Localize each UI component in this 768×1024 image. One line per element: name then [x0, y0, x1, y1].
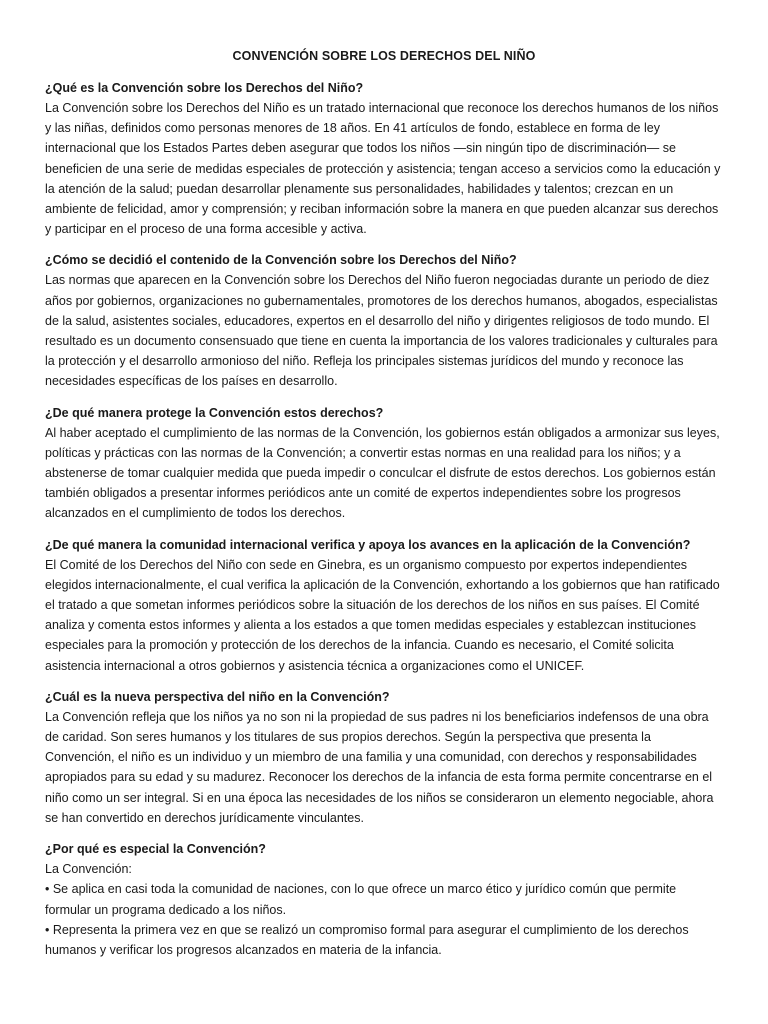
section-por-que-especial — [45, 839, 723, 960]
section-question: ¿Cómo se decidió el contenido de la Convención sobre los Derechos del Niño? — [45, 253, 517, 268]
section-como-protege — [45, 403, 723, 524]
section-que-es — [45, 78, 723, 239]
section-como-se-decidio — [45, 250, 723, 391]
section-question: ¿Qué es la Convención sobre los Derechos del Niño? — [45, 81, 364, 95]
section-paragraph: La Convención: — [45, 862, 132, 877]
section-paragraph: El Comité de los Derechos del Niño con sede en Ginebra, es un organismo compuesto por expertos independientes elegidos internacionalmente, el cual verifica la aplicación de la Convención, exhortando a los gobiernos que han ratificado el tratado a que sometan informes periódicos sobre la situación de los derechos de los niños en sus países. El Comité analiza y comenta estos informes y alienta a los estados a que tomen medidas especiales y establezcan instituciones especiales para la promoción y protección de los derechos de la infancia. Cuando es necesario, el Comité solicita asistencia internacional a otros gobiernos y asistencia técnica a organizaciones como el UNICEF. — [45, 557, 720, 673]
section-comunidad-internacional — [45, 535, 723, 676]
section-paragraph: Las normas que aparecen en la Convención sobre los Derechos del Niño fueron negociadas durante un periodo de diez años por gobiernos, organizaciones no gubernamentales, promotores de los derechos humanos, abogados, especialistas de la salud, asistentes sociales, educadores, expertos en el desarrollo del niño y dirigentes religiosos de todo mundo. El resultado es un documento consensuado que tiene en cuenta la importancia de los valores tradicionales y culturales para la protección y el desarrollo armonioso del niño. Refleja los principales sistemas jurídicos del mundo y reconoce las necesidades específicas de los países en desarrollo. — [45, 273, 718, 389]
document-title: CONVENCIÓN SOBRE LOS DERECHOS DEL NIÑO — [232, 49, 536, 63]
section-question: ¿Por qué es especial la Convención? — [45, 842, 266, 857]
section-paragraph: La Convención refleja que los niños ya no son ni la propiedad de sus padres ni los beneficiarios indefensos de una obra de caridad. Son seres humanos y los titulares de sus propios derechos. Según la perspectiva que presenta la Convención, el niño es un individuo y un miembro de una familia y una comunidad, con derechos y responsabilidades apropiados para su edad y su madurez. Reconocer los derechos de la infancia de esta forma permite concentrarse en el niño como un ser integral. Si en una época las necesidades de los niños se consideraron un elemento negociable, ahora se han convertido en derechos jurídicamente vinculantes. — [45, 709, 714, 825]
section-paragraph: Al haber aceptado el cumplimiento de las normas de la Convención, los gobiernos están obligados a armonizar sus leyes, políticas y prácticas con las normas de la Convención; a convertir estas normas en una realidad para los niños; y a abstenerse de tomar cualquier medida que pueda impedir o conculcar el disfrute de estos derechos. Los gobiernos están también obligados a presentar informes periódicos ante un comité de expertos independientes sobre los progresos alcanzados en el cumplimiento de todos los derechos. — [45, 425, 720, 521]
section-question: ¿Cuál es la nueva perspectiva del niño en la Convención? — [45, 689, 390, 704]
bullet-item: • Representa la primera vez en que se realizó un compromiso formal para asegurar el cumplimiento de los derechos humanos y verificar los progresos alcanzados en materia de la infancia. — [45, 922, 689, 957]
document-page — [45, 46, 723, 971]
section-paragraph: La Convención sobre los Derechos del Niño es un tratado internacional que reconoce los derechos humanos de los niños y las niñas, definidos como personas menores de 18 años. En 41 artículos de fondo, establece en forma de ley internacional que los Estados Partes deben asegurar que todos los niños —sin ningún tipo de discriminación— se beneficien de una serie de medidas especiales de protección y asistencia; tengan acceso a servicios como la educación y la atención de la salud; puedan desarrollar plenamente sus personalidades, habilidades y talentos; crezcan en un ambiente de felicidad, amor y comprensión; y reciban información sobre la manera en que pueden alcanzar sus derechos y participar en el proceso de una forma accesible y activa. — [45, 101, 721, 237]
section-nueva-perspectiva — [45, 687, 723, 828]
bullet-item: • Se aplica en casi toda la comunidad de naciones, con lo que ofrece un marco ético y jurídico común que permite formular un programa dedicado a los niños. — [45, 882, 677, 917]
section-question: ¿De qué manera la comunidad internacional verifica y apoya los avances en la aplicación de la Convención? — [45, 537, 691, 552]
section-question: ¿De qué manera protege la Convención estos derechos? — [45, 405, 384, 420]
